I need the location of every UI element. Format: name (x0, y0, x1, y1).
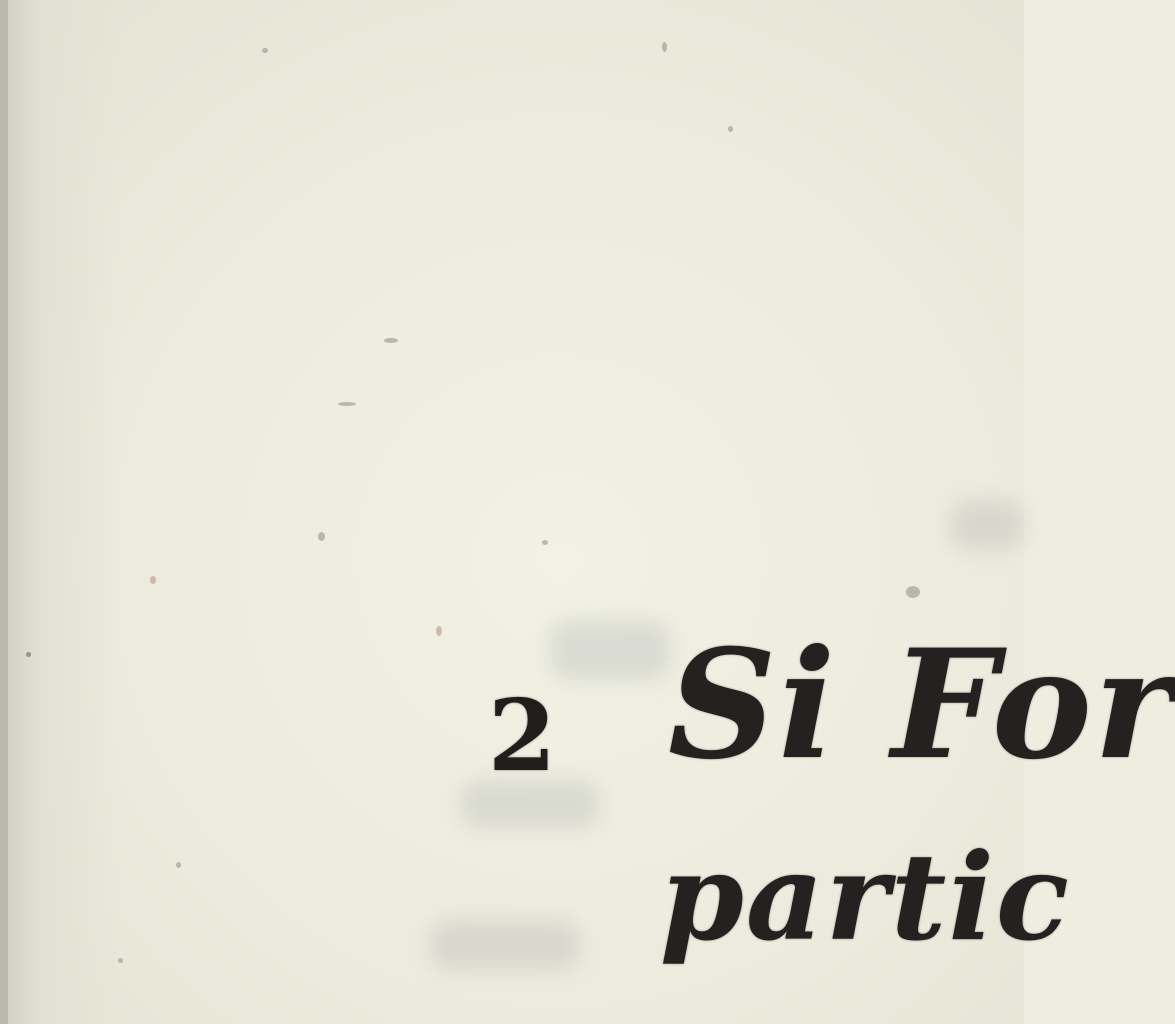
ink-bleed (950, 500, 1024, 550)
paper-speck (318, 532, 325, 541)
paper-speck (118, 958, 123, 963)
paper-speck (262, 48, 268, 53)
paper-speck (728, 126, 733, 132)
page-edge-strip (0, 0, 8, 1024)
paper-speck (150, 576, 156, 584)
verse-number: 2 (488, 679, 557, 794)
paper-speck (906, 586, 920, 598)
ink-bleed (430, 920, 580, 970)
text-line-1: Si For (668, 617, 1175, 793)
page-edge-shadow (0, 0, 120, 1024)
paper-speck (542, 540, 548, 545)
paper-speck (384, 338, 398, 343)
text-line-2: partic (660, 827, 1071, 968)
paper-speck (176, 862, 181, 868)
paper-speck (436, 626, 442, 636)
paper-speck (338, 402, 356, 406)
ink-bleed (550, 620, 670, 680)
paper-speck (26, 652, 31, 657)
paper-speck (662, 42, 667, 52)
